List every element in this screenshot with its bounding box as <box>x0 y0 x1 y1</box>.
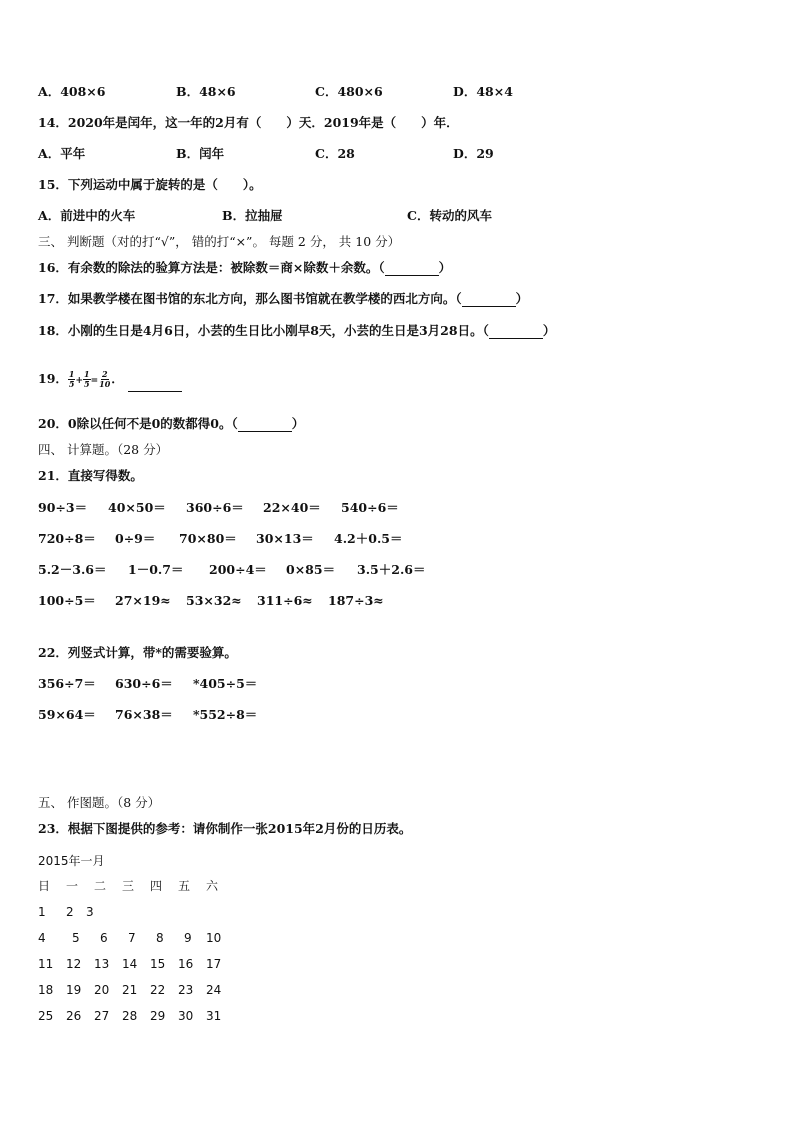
q18-answer-blank[interactable] <box>489 338 543 339</box>
q22-item: 76×38＝ <box>115 707 173 722</box>
calendar <box>38 878 338 1038</box>
calendar-day: 16 <box>178 957 194 971</box>
q15-option-a: A．前进中的火车 <box>38 208 136 223</box>
calendar-day: 6 <box>100 931 108 945</box>
section-3-heading: 三、 判断题（对的打“√”， 错的打“×”。 每题 2 分， 共 10 分） <box>38 234 401 249</box>
calendar-day: 26 <box>66 1009 82 1023</box>
q21-item: 540÷6＝ <box>341 500 399 515</box>
q22-item: *552÷8＝ <box>193 707 258 722</box>
question-20 <box>38 416 304 432</box>
q15-option-b: B．拉抽屉 <box>222 208 283 223</box>
q21-item: 3.5＋2.6＝ <box>357 562 426 577</box>
question-16 <box>38 260 451 276</box>
q17-answer-blank[interactable] <box>462 306 516 307</box>
q21-item: 5.2－3.6＝ <box>38 562 107 577</box>
q15-option-c: C．转动的风车 <box>407 208 492 223</box>
calendar-day: 27 <box>94 1009 110 1023</box>
q21-item: 720÷8＝ <box>38 531 96 546</box>
q21-item: 360÷6＝ <box>186 500 244 515</box>
q14-option-a: A．平年 <box>38 146 86 161</box>
calendar-day: 9 <box>184 931 192 945</box>
q17-text: 17．如果教学楼在图书馆的东北方向，那么图书馆就在教学楼的西北方向。（ <box>38 291 462 306</box>
question-22-title: 22．列竖式计算，带*的需要验算。 <box>38 645 237 660</box>
q13-option-a: A．408×6 <box>38 84 106 99</box>
q14-option-c: C．28 <box>315 146 355 161</box>
q21-item: 53×32≈ <box>186 593 242 608</box>
q22-item: 59×64＝ <box>38 707 96 722</box>
q22-item: 356÷7＝ <box>38 676 96 691</box>
calendar-weekday: 日 <box>38 879 51 893</box>
calendar-day: 23 <box>178 983 194 997</box>
calendar-day: 15 <box>150 957 166 971</box>
q19-fraction-3: $\frac{2}{10}$ <box>99 369 111 389</box>
q21-item: 0÷9＝ <box>115 531 156 546</box>
q21-item: 30×13＝ <box>256 531 314 546</box>
calendar-day: 12 <box>66 957 82 971</box>
question-23: 23．根据下图提供的参考：请你制作一张2015年2月份的日历表。 <box>38 821 412 836</box>
q16-close-paren: ） <box>438 260 452 275</box>
question-21-title: 21．直接写得数。 <box>38 468 143 483</box>
q19-fraction-1: $\frac{1}{5}$ <box>68 369 75 389</box>
q21-item: 90÷3＝ <box>38 500 88 515</box>
q19-label: 19． <box>38 371 68 386</box>
question-14: 14．2020年是闰年，这一年的2月有（ ）天．2019年是（ ）年． <box>38 115 459 130</box>
calendar-day: 22 <box>150 983 166 997</box>
question-18 <box>38 323 555 339</box>
calendar-weekday: 四 <box>150 879 163 893</box>
q19-plus: + <box>75 376 84 386</box>
q22-item: *405÷5＝ <box>193 676 258 691</box>
q19-period: ． <box>111 371 124 386</box>
q21-item: 187÷3≈ <box>328 593 384 608</box>
question-19 <box>38 368 182 392</box>
calendar-day: 17 <box>206 957 222 971</box>
section-4-heading: 四、 计算题。（28 分） <box>38 442 169 457</box>
q20-answer-blank[interactable] <box>238 431 292 432</box>
calendar-weekday: 二 <box>94 879 107 893</box>
question-15: 15．下列运动中属于旋转的是（ ）。 <box>38 177 262 192</box>
q22-item: 630÷6＝ <box>115 676 173 691</box>
q19-answer-blank[interactable] <box>128 391 182 392</box>
q17-close-paren: ） <box>515 291 529 306</box>
calendar-day: 7 <box>128 931 136 945</box>
q13-option-b: B．48×6 <box>176 84 236 99</box>
q18-text: 18．小刚的生日是4月6日，小芸的生日比小刚早8天，小芸的生日是3月28日。（ <box>38 323 489 338</box>
calendar-day: 3 <box>86 905 94 919</box>
calendar-title: 2015年一月 <box>38 854 105 868</box>
q21-item: 40×50＝ <box>108 500 166 515</box>
calendar-weekday: 五 <box>178 879 191 893</box>
calendar-day: 1 <box>38 905 46 919</box>
calendar-day: 10 <box>206 931 222 945</box>
q16-text: 16．有余数的除法的验算方法是：被除数＝商×除数＋余数。（ <box>38 260 385 275</box>
q14-option-d: D．29 <box>453 146 494 161</box>
calendar-day: 2 <box>66 905 74 919</box>
q21-item: 100÷5＝ <box>38 593 96 608</box>
q13-option-c: C．480×6 <box>315 84 383 99</box>
section-5-heading: 五、 作图题。（8 分） <box>38 795 161 810</box>
q21-item: 311÷6≈ <box>257 593 313 608</box>
q16-answer-blank[interactable] <box>385 275 439 276</box>
q20-close-paren: ） <box>291 416 305 431</box>
calendar-day: 20 <box>94 983 110 997</box>
q19-fraction-2: $\frac{1}{5}$ <box>84 369 90 389</box>
calendar-day: 11 <box>38 957 54 971</box>
q20-text: 20．0除以任何不是0的数都得0。（ <box>38 416 238 431</box>
q21-item: 0×85＝ <box>286 562 336 577</box>
q21-item: 27×19≈ <box>115 593 171 608</box>
calendar-day: 18 <box>38 983 54 997</box>
q19-equals: = <box>90 376 99 386</box>
calendar-day: 4 <box>38 931 46 945</box>
calendar-day: 25 <box>38 1009 54 1023</box>
calendar-day: 31 <box>206 1009 222 1023</box>
q21-item: 70×80＝ <box>179 531 237 546</box>
q14-option-b: B．闰年 <box>176 146 225 161</box>
calendar-day: 5 <box>72 931 80 945</box>
calendar-day: 14 <box>122 957 138 971</box>
q21-item: 200÷4＝ <box>209 562 267 577</box>
calendar-weekday: 六 <box>206 879 219 893</box>
q13-option-d: D．48×4 <box>453 84 513 99</box>
q21-item: 4.2＋0.5＝ <box>334 531 403 546</box>
calendar-weekday: 三 <box>122 879 135 893</box>
calendar-day: 21 <box>122 983 138 997</box>
calendar-day: 29 <box>150 1009 166 1023</box>
calendar-day: 13 <box>94 957 110 971</box>
q21-item: 22×40＝ <box>263 500 321 515</box>
q18-close-paren: ） <box>542 323 556 338</box>
calendar-day: 28 <box>122 1009 138 1023</box>
question-17 <box>38 291 528 307</box>
calendar-day: 19 <box>66 983 82 997</box>
calendar-weekday: 一 <box>66 879 79 893</box>
calendar-day: 8 <box>156 931 164 945</box>
calendar-day: 30 <box>178 1009 194 1023</box>
q21-item: 1－0.7＝ <box>128 562 184 577</box>
calendar-day: 24 <box>206 983 222 997</box>
